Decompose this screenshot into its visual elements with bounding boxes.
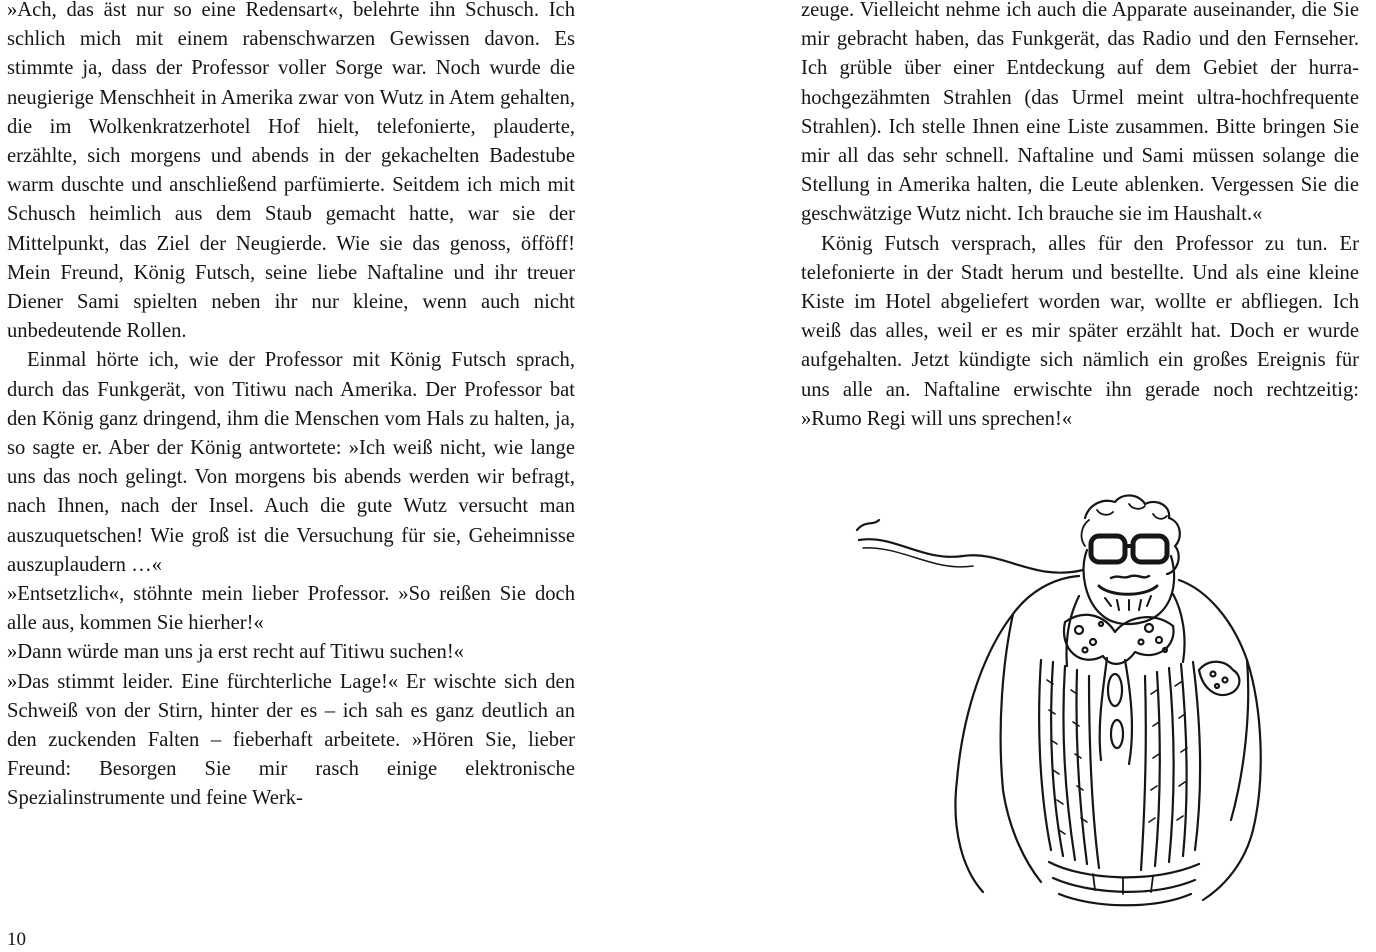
page-number: 10 (7, 929, 26, 950)
paragraph: »Dann würde man uns ja erst recht auf Titiwu suchen!« (7, 641, 464, 664)
paragraph: »Das stimmt leider. Eine fürchterliche Lage!« Er wischte sich den Schweiß von der Stirn, hinter der es – ich sah es ganz deutlich an den zuckenden Falten – fieberhaft arbeitete. »Hören Sie, lieber Freund: Besorgen Sie mir rasch einige elektronische Spezialinstrumente und feine Werk- (7, 670, 575, 810)
left-text-column (7, 0, 575, 814)
right-page (688, 0, 1376, 952)
paragraph: Einmal hörte ich, wie der Professor mit König Futsch sprach, durch das Funkgerät, von Titiwu nach Amerika. Der Professor bat den König ganz dringend, ihm die Menschen vom Hals zu halten, ja, so sagte er. Aber der König antwortete: »Ich weiß nicht, wie lange uns das noch gelingt. Von morgens bis abends werden wir befragt, nach Ihnen, nach der Insel. Auch die gute Wutz versucht man auszuquetschen! Wie groß ist die Versuchung für sie, Geheimnisse auszuplaudern …« (7, 349, 575, 576)
paragraph: König Futsch versprach, alles für den Professor zu tun. Er telefonierte in der Stadt herum und bestellte. Und als eine kleine Kiste im Hotel abgeliefert worden war, wollte er abfliegen. Ich weiß das alles, weil er es mir später erzählt hat. Doch er wurde aufgehalten. Jetzt kündigte sich nämlich ein großes Ereignis für uns alle an. Naftaline erwischte ihn gerade noch rechtzeitig: »Rumo Regi will uns sprechen!« (801, 232, 1359, 430)
paragraph: »Ach, das äst nur so eine Redensart«, belehrte ihn Schusch. Ich schlich mich mit einem rabenschwarzen Gewissen davon. Es stimmte ja, dass der Professor voller Sorge war. Noch wurde die neugierige Menschheit in Amerika zwar von Wutz in Atem gehalten, die im Wolkenkratzerhotel Hof hielt, telefonierte, plauderte, erzählte, sich morgens und abends in der gekachelten Badestube warm duschte und anschließend parfümierte. Seitdem ich mich mit Schusch heimlich aus dem Staub gemacht hatte, war sie der Mittelpunkt, das Ziel der Neugierde. Wie sie das genoss, öfföff! Mein Freund, König Futsch, seine liebe Naftaline und ihr treuer Diener Sami spielten neben ihr nur kleine, wenn auch nicht unbedeutende Rollen. (7, 0, 575, 343)
professor-illustration (853, 490, 1293, 920)
paragraph: zeuge. Vielleicht nehme ich auch die Apparate auseinander, die Sie mir gebracht haben, das Funkgerät, das Radio und den Fernseher. Ich grüble über einer Entdeckung auf dem Gebiet der hurra-hochgezähmten Strahlen (das Urmel meint ultra-hochfrequente Strahlen). Ich stelle Ihnen eine Liste zusammen. Bitte bringen Sie mir all das sehr schnell. Naftaline und Sami müssen solange die Stellung in Amerika halten, die Leute ablenken. Vergessen Sie die geschwätzige Wutz nicht. Ich brauche sie im Haushalt.« (801, 0, 1359, 226)
paragraph: »Entsetzlich«, stöhnte mein lieber Professor. »So reißen Sie doch alle aus, kommen Sie hierher!« (7, 583, 575, 635)
right-text-column (801, 0, 1359, 434)
